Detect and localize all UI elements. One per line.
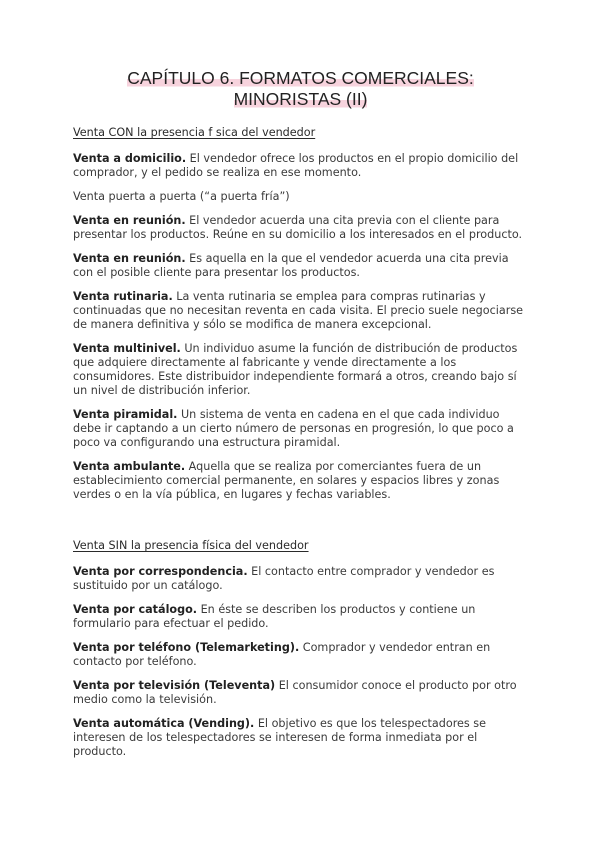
entry-term: Venta en reunión. <box>73 214 186 227</box>
entry-term: Venta por teléfono (Telemarketing). <box>73 641 300 654</box>
entry-venta-piramidal <box>73 408 528 450</box>
entry-text: Venta puerta a puerta (“a puerta fría”) <box>73 190 290 203</box>
entry-venta-en-reunion-1 <box>73 214 528 242</box>
entry-term: Venta a domicilio. <box>73 152 187 165</box>
entry-term: Venta automática (Vending). <box>73 717 255 730</box>
entry-venta-rutinaria <box>73 290 528 332</box>
entry-text: La venta rutinaria se emplea para compras rutinarias y continuadas que no necesitan reventa en cada visita. El precio suele negociarse de manera definitiva y sólo se modifica de manera excepcional. <box>73 290 524 331</box>
entry-venta-por-television <box>73 679 528 707</box>
entry-text: Aquella que se realiza por comerciantes fuera de un establecimiento comercial permanente, en solares y espacios libres y zonas verdes o en la vía pública, en lugares y fechas variables. <box>73 460 500 501</box>
entry-text: El consumidor conoce el producto por otro medio como la televisión. <box>73 679 517 706</box>
entry-venta-automatica <box>73 717 528 759</box>
entry-text: Comprador y vendedor entran en contacto por teléfono. <box>73 641 491 668</box>
entry-term: Venta en reunión. <box>73 252 186 265</box>
section-gap <box>73 512 528 539</box>
entry-term: Venta por televisión (Televenta) <box>73 679 276 692</box>
entry-venta-multinivel <box>73 342 528 398</box>
entry-text: Un sistema de venta en cadena en el que cada individuo debe ir captando a un cierto número de personas en progresión, lo que poco a poco va configurando una estructura piramidal. <box>73 408 514 449</box>
entry-text: El contacto entre comprador y vendedor es sustituido por un catálogo. <box>73 565 495 592</box>
entry-text: El vendedor ofrece los productos en el propio domicilio del comprador, y el pedido se realiza en ese momento. <box>73 152 519 179</box>
entry-text: El vendedor acuerda una cita previa con el cliente para presentar los productos. Reúne en su domicilio a los interesados en el producto. <box>73 214 523 241</box>
entry-text: Un individuo asume la función de distribución de productos que adquiere directamente al fabricante y vende directamente a los consumidores. Este distribuidor independiente formará a otros, creando bajo sí un nivel de distribución inferior. <box>73 342 518 397</box>
entry-venta-en-reunion-2 <box>73 252 528 280</box>
entry-venta-a-domicilio <box>73 152 528 180</box>
chapter-title-line-2: MINORISTAS (II) <box>233 89 368 109</box>
section-heading-without-presence: Venta SIN la presencia física del vendedor <box>73 539 309 552</box>
chapter-title-line-1: CAPÍTULO 6. FORMATOS COMERCIALES: <box>127 68 474 88</box>
entry-term: Venta por catálogo. <box>73 603 198 616</box>
entry-venta-ambulante <box>73 460 528 502</box>
section-heading-with-presence: Venta CON la presencia f sica del vendedor <box>73 126 316 139</box>
entry-venta-por-correspondencia <box>73 565 528 593</box>
entry-term: Venta por correspondencia. <box>73 565 248 578</box>
entry-text: El objetivo es que los telespectadores se interesen de los telespectadores se interesen de forma inmediata por el producto. <box>73 717 487 758</box>
entry-text: En éste se describen los productos y contiene un formulario para efectuar el pedido. <box>73 603 476 630</box>
entry-term: Venta multinivel. <box>73 342 181 355</box>
entry-venta-por-catalogo <box>73 603 528 631</box>
entry-term: Venta rutinaria. <box>73 290 173 303</box>
entry-text: Es aquella en la que el vendedor acuerda una cita previa con el posible cliente para presentar los productos. <box>73 252 509 279</box>
entry-venta-puerta-a-puerta <box>73 190 528 204</box>
entry-venta-por-telefono <box>73 641 528 669</box>
entry-term: Venta piramidal. <box>73 408 178 421</box>
entry-term: Venta ambulante. <box>73 460 186 473</box>
chapter-title <box>73 68 528 110</box>
